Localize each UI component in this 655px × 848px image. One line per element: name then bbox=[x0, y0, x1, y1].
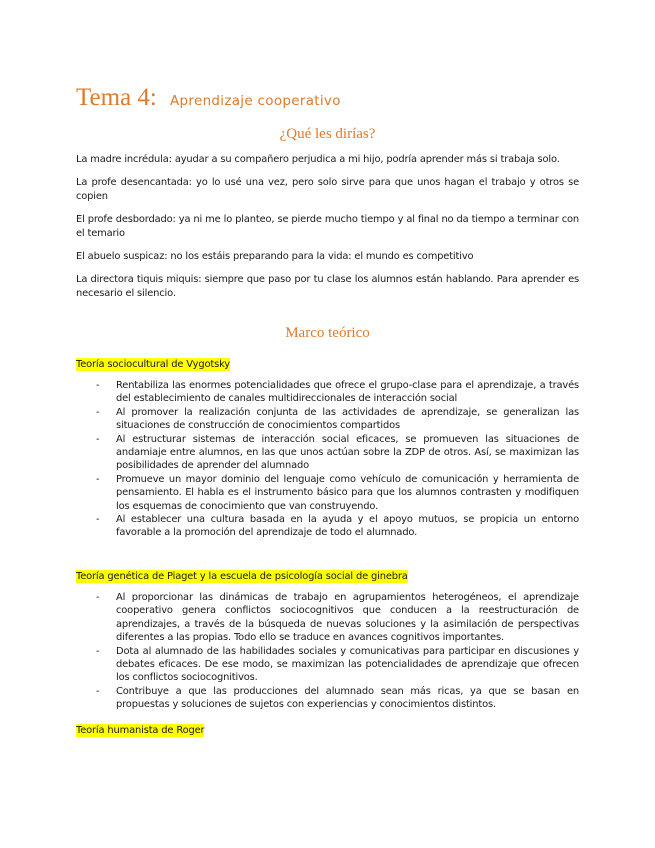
bullet-marker: - bbox=[96, 380, 100, 391]
list-item bbox=[96, 591, 579, 645]
theory-bullet-list bbox=[76, 591, 579, 712]
theory-piaget bbox=[76, 564, 579, 712]
list-item-text: Al estructurar sistemas de interacción social eficaces, se promueven las situaciones de andamiaje entre alumnos, en las que unos actúan sobre la ZDP de otros. Así, se maximizan las posibilidades de aprender del alumnado bbox=[116, 433, 579, 472]
list-item-text: Al establecer una cultura basada en la ayuda y el apoyo mutuos, se propicia un entorno favorable a la promoción del aprendizaje de todo el alumnado. bbox=[116, 514, 579, 539]
paragraph-profe-desbordado: El profe desbordado: ya ni me lo planteo, se pierde mucho tiempo y al final no da tiempo a terminar con el temario bbox=[76, 214, 579, 239]
list-item bbox=[96, 685, 579, 712]
list-item-text: Contribuye a que las producciones del alumnado sean más ricas, ya que se basan en propuestas y soluciones de sujetos con experiencias y conocimientos distintos. bbox=[116, 685, 579, 711]
bullet-marker: - bbox=[96, 645, 100, 657]
document-title bbox=[76, 78, 579, 110]
theory-title: Teoría humanista de Roger bbox=[76, 724, 205, 736]
paragraph-profe-desencantada: La profe desencantada: yo lo usé una vez, pero solo sirve para que unos hagan el trabajo y otros se copien bbox=[76, 177, 579, 202]
list-item-text: Dota al alumnado de las habilidades sociales y comunicativas para participar en discusiones y debates eficaces. De ese modo, se maximizan las potencialidades de aprendizaje que ofrecen los conflictos sociocognitivos. bbox=[116, 645, 579, 684]
list-item bbox=[96, 406, 579, 433]
bullet-marker: - bbox=[96, 591, 100, 603]
theory-roger bbox=[76, 718, 579, 737]
list-item bbox=[96, 433, 579, 473]
list-item-text: Promueve un mayor dominio del lenguaje como vehículo de comunicación y herramienta de pensamiento. El habla es el instrumento básico para que los alumnos contrasten y modifiquen los esquemas de conocimiento que van construyendo. bbox=[116, 473, 579, 512]
questions-section bbox=[76, 153, 579, 301]
list-item bbox=[96, 379, 579, 406]
bullet-marker: - bbox=[96, 406, 100, 418]
list-item bbox=[96, 513, 579, 540]
list-item-text: Rentabiliza las enormes potencialidades que ofrece el grupo-clase para el aprendizaje, a través del establecimiento de canales multidireccionales de interacción social bbox=[116, 380, 579, 405]
title-sub: Aprendizaje cooperativo bbox=[170, 93, 341, 109]
paragraph-madre: La madre incrédula: ayudar a su compañero perjudica a mi hijo, podría aprender más si trabaja solo. bbox=[76, 154, 560, 165]
theory-title: Teoría genética de Piaget y la escuela de psicología social de ginebra bbox=[76, 570, 408, 582]
questions-heading: ¿Qué les dirías? bbox=[279, 126, 376, 142]
theory-heading: Marco teórico bbox=[285, 325, 370, 341]
paragraph-directora: La directora tiquis miquis: siempre que paso por tu clase los alumnos están hablando. Para aprender es necesario el silencio. bbox=[76, 274, 579, 299]
list-item bbox=[96, 645, 579, 685]
theory-bullet-list bbox=[76, 379, 579, 540]
list-item bbox=[96, 473, 579, 513]
title-main: Tema 4: bbox=[76, 84, 157, 111]
theory-title: Teoría sociocultural de Vygotsky bbox=[76, 359, 230, 370]
list-item-text: Al promover la realización conjunta de las actividades de aprendizaje, se generalizan las situaciones de construcción de conocimientos compartidos bbox=[116, 406, 579, 432]
paragraph-abuelo: El abuelo suspicaz: no los estáis preparando para la vida: el mundo es competitivo bbox=[76, 251, 474, 262]
bullet-marker: - bbox=[96, 685, 100, 697]
list-item-text: Al proporcionar las dinámicas de trabajo en agrupamientos heterogéneos, el aprendizaje cooperativo genera conflictos sociocognitivos que conducen a la reestructuración de aprendizajes, a través de la búsqueda de nuevas soluciones y la asimilación de perspectivas diferentes a las propias. Todo ello se traduce en avances cognitivos importantes. bbox=[116, 591, 579, 644]
theory-vygotsky bbox=[76, 352, 579, 540]
bullet-marker: - bbox=[96, 433, 100, 445]
bullet-marker: - bbox=[96, 473, 100, 485]
bullet-marker: - bbox=[96, 514, 100, 526]
